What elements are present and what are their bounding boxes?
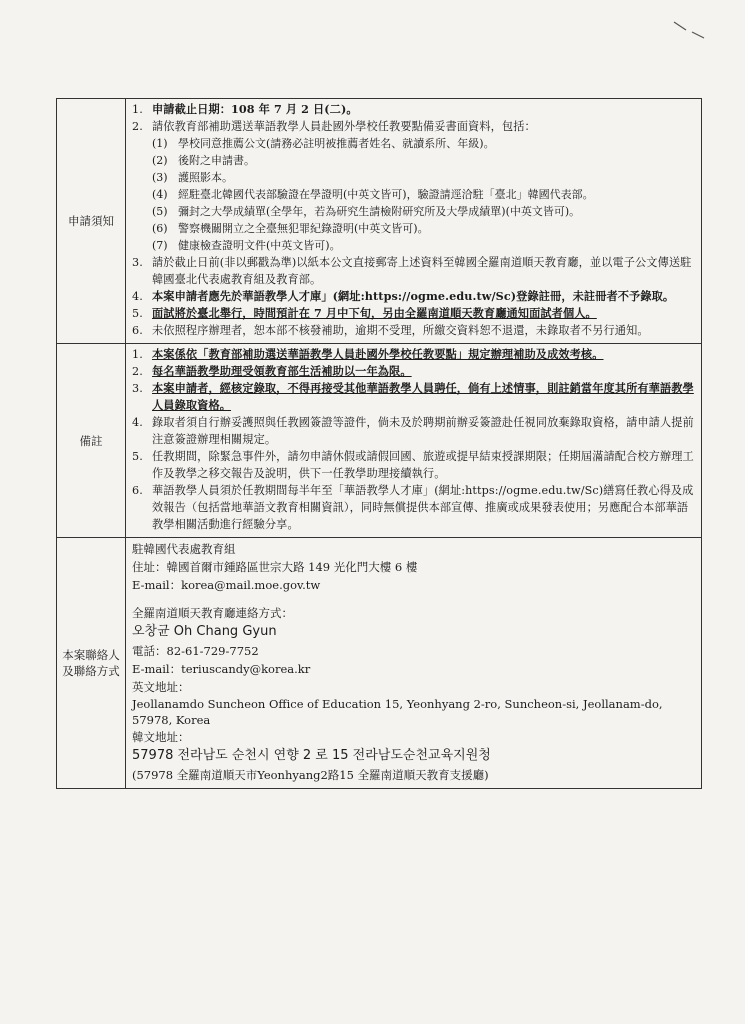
remark-item-2 (132, 363, 695, 380)
contact-phone: 電話：82-61-729-7752 (132, 644, 259, 658)
remarks-row (57, 344, 702, 538)
notice-item-3 (132, 254, 695, 288)
office-address: 住址：韓國首爾市鍾路區世宗大路 149 光化門大樓 6 樓 (132, 560, 418, 574)
item-number: 4. (132, 290, 143, 303)
item-text: 每名華語教學助理受領教育部生活補助以一年為限。 (152, 364, 412, 378)
subitem-number: (5) (152, 205, 168, 218)
item-number: 4. (132, 416, 143, 429)
contact-email: E-mail：teriuscandy@korea.kr (132, 662, 311, 676)
notice-subitem-4 (132, 186, 695, 203)
office-email: E-mail：korea@mail.moe.gov.tw (132, 578, 321, 592)
item-text: 申請截止日期：108 年 7 月 2 日(二)。 (152, 102, 358, 116)
notice-row (57, 99, 702, 344)
edu-office-heading: 全羅南道順天教育廳連絡方式： (132, 606, 293, 620)
item-number: 3. (132, 256, 143, 269)
notice-subitem-6 (132, 220, 695, 237)
item-number: 1. (132, 103, 143, 116)
item-number: 3. (132, 382, 143, 395)
remarks-content (126, 344, 702, 538)
subitem-text: 彌封之大學成績單(全學年，若為研究生請檢附研究所及大學成績單)(中英文皆可)。 (178, 205, 581, 218)
contact-content (126, 538, 702, 789)
notice-content (126, 99, 702, 344)
item-number: 5. (132, 450, 143, 463)
remark-item-4 (132, 414, 695, 448)
item-text: 本案申請者，經核定錄取，不得再接受其他華語教學人員聘任，倘有上述情事，則註銷當年度其所有華語教學人員錄取資格。 (152, 381, 694, 412)
remark-item-1 (132, 346, 695, 363)
notice-item-5 (132, 305, 695, 322)
subitem-number: (3) (152, 171, 168, 184)
korean-address: 57978 전라남도 순천시 연향 2 로 15 전라남도순천교육지원청 (132, 748, 491, 763)
subitem-number: (6) (152, 222, 168, 235)
subitem-number: (4) (152, 188, 168, 201)
corner-pen-mark (672, 18, 706, 40)
subitem-number: (1) (152, 137, 168, 150)
contact-label-line-2: 及聯絡方式 (62, 664, 120, 678)
office-name: 駐韓國代表處教育組 (132, 542, 236, 556)
item-text: 未依照程序辦理者，恕本部不核發補助，逾期不受理，所繳交資料恕不退還，未錄取者不另行通知。 (152, 324, 649, 337)
contact-label (57, 538, 126, 789)
subitem-text: 警察機關開立之全臺無犯罪紀錄證明(中英文皆可)。 (178, 222, 429, 235)
item-number: 6. (132, 324, 143, 337)
subitem-text: 護照影本。 (178, 171, 233, 184)
contact-person: 오창균 Oh Chang Gyun (132, 624, 277, 639)
notice-subitem-7 (132, 237, 695, 254)
application-info-table (56, 98, 702, 789)
notice-item-4 (132, 288, 695, 305)
notice-item-2 (132, 118, 695, 135)
chinese-address: (57978 全羅南道順天市Yeonhyang2路15 全羅南道順天教育支援廳) (132, 768, 489, 782)
notice-subitem-1 (132, 135, 695, 152)
contact-row (57, 538, 702, 789)
notice-item-6 (132, 322, 695, 339)
notice-label: 申請須知 (57, 99, 126, 344)
item-number: 6. (132, 484, 143, 497)
english-address: Jeollanamdo Suncheon Office of Education 15, Yeonhyang 2-ro, Suncheon-si, Jeollanam-do, 57978, Korea (132, 697, 663, 727)
notice-item-1 (132, 101, 695, 118)
subitem-number: (2) (152, 154, 168, 167)
remark-item-3 (132, 380, 695, 414)
contact-divider (132, 594, 695, 604)
item-text: 任教期間，除緊急事件外，請勿申請休假或請假回國、旅遊或提早結束授課期限；任期屆滿請配合校方辦理工作及教學之移交報告及說明，供下一任教學助理接續執行。 (152, 450, 694, 480)
item-text: 本案申請者應先於華語教學人才庫」(網址:https://ogme.edu.tw/Sc)登錄註冊，未註冊者不予錄取。 (152, 289, 675, 303)
korean-address-heading: 韓文地址： (132, 730, 190, 744)
item-number: 5. (132, 307, 143, 320)
notice-subitem-2 (132, 152, 695, 169)
item-text: 請於截止日前(非以郵戳為準)以紙本公文直接郵寄上述資料至韓國全羅南道順天教育廳，並以電子公文傳送駐韓國臺北代表處教育組及教育部。 (152, 256, 692, 286)
item-number: 2. (132, 365, 143, 378)
item-text: 面試將於臺北舉行，時間預計在 7 月中下旬，另由全羅南道順天教育廳通知面試者個人。 (152, 306, 597, 320)
item-text: 錄取者須自行辦妥護照與任教國簽證等證件，倘未及於聘期前辦妥簽證赴任視同放棄錄取資格，請申請人提前注意簽證辦理相關規定。 (152, 416, 694, 446)
item-number: 2. (132, 120, 143, 133)
english-address-heading: 英文地址： (132, 680, 190, 694)
item-text: 本案係依「教育部補助選送華語教學人員赴國外學校任教要點」規定辦理補助及成效考核。 (152, 347, 604, 361)
item-text: 華語教學人員須於任教期間每半年至「華語教學人才庫」(網址:https://ogme.edu.tw/Sc)繕寫任教心得及成效報告（包括當地華語文教育相關資訊），同時無償提供本部宣傳、推廣或成果發表使用；另應配合本部華語教學相關活動進行經驗分享。 (152, 484, 694, 531)
remark-item-6 (132, 482, 695, 533)
subitem-text: 學校同意推薦公文(請務必註明被推薦者姓名、就讀系所、年級)。 (178, 137, 495, 150)
subitem-text: 後附之申請書。 (178, 154, 255, 167)
subitem-text: 健康檢查證明文件(中英文皆可)。 (178, 239, 341, 252)
remarks-label: 備註 (57, 344, 126, 538)
item-text: 請依教育部補助選送華語教學人員赴國外學校任教要點備妥書面資料，包括： (152, 120, 536, 133)
notice-subitem-3 (132, 169, 695, 186)
notice-subitem-5 (132, 203, 695, 220)
contact-label-line-1: 本案聯絡人 (62, 648, 120, 662)
subitem-number: (7) (152, 239, 168, 252)
subitem-text: 經駐臺北韓國代表部驗證在學證明(中英文皆可)，驗證請逕洽駐「臺北」韓國代表部。 (178, 188, 594, 201)
remark-item-5 (132, 448, 695, 482)
item-number: 1. (132, 348, 143, 361)
